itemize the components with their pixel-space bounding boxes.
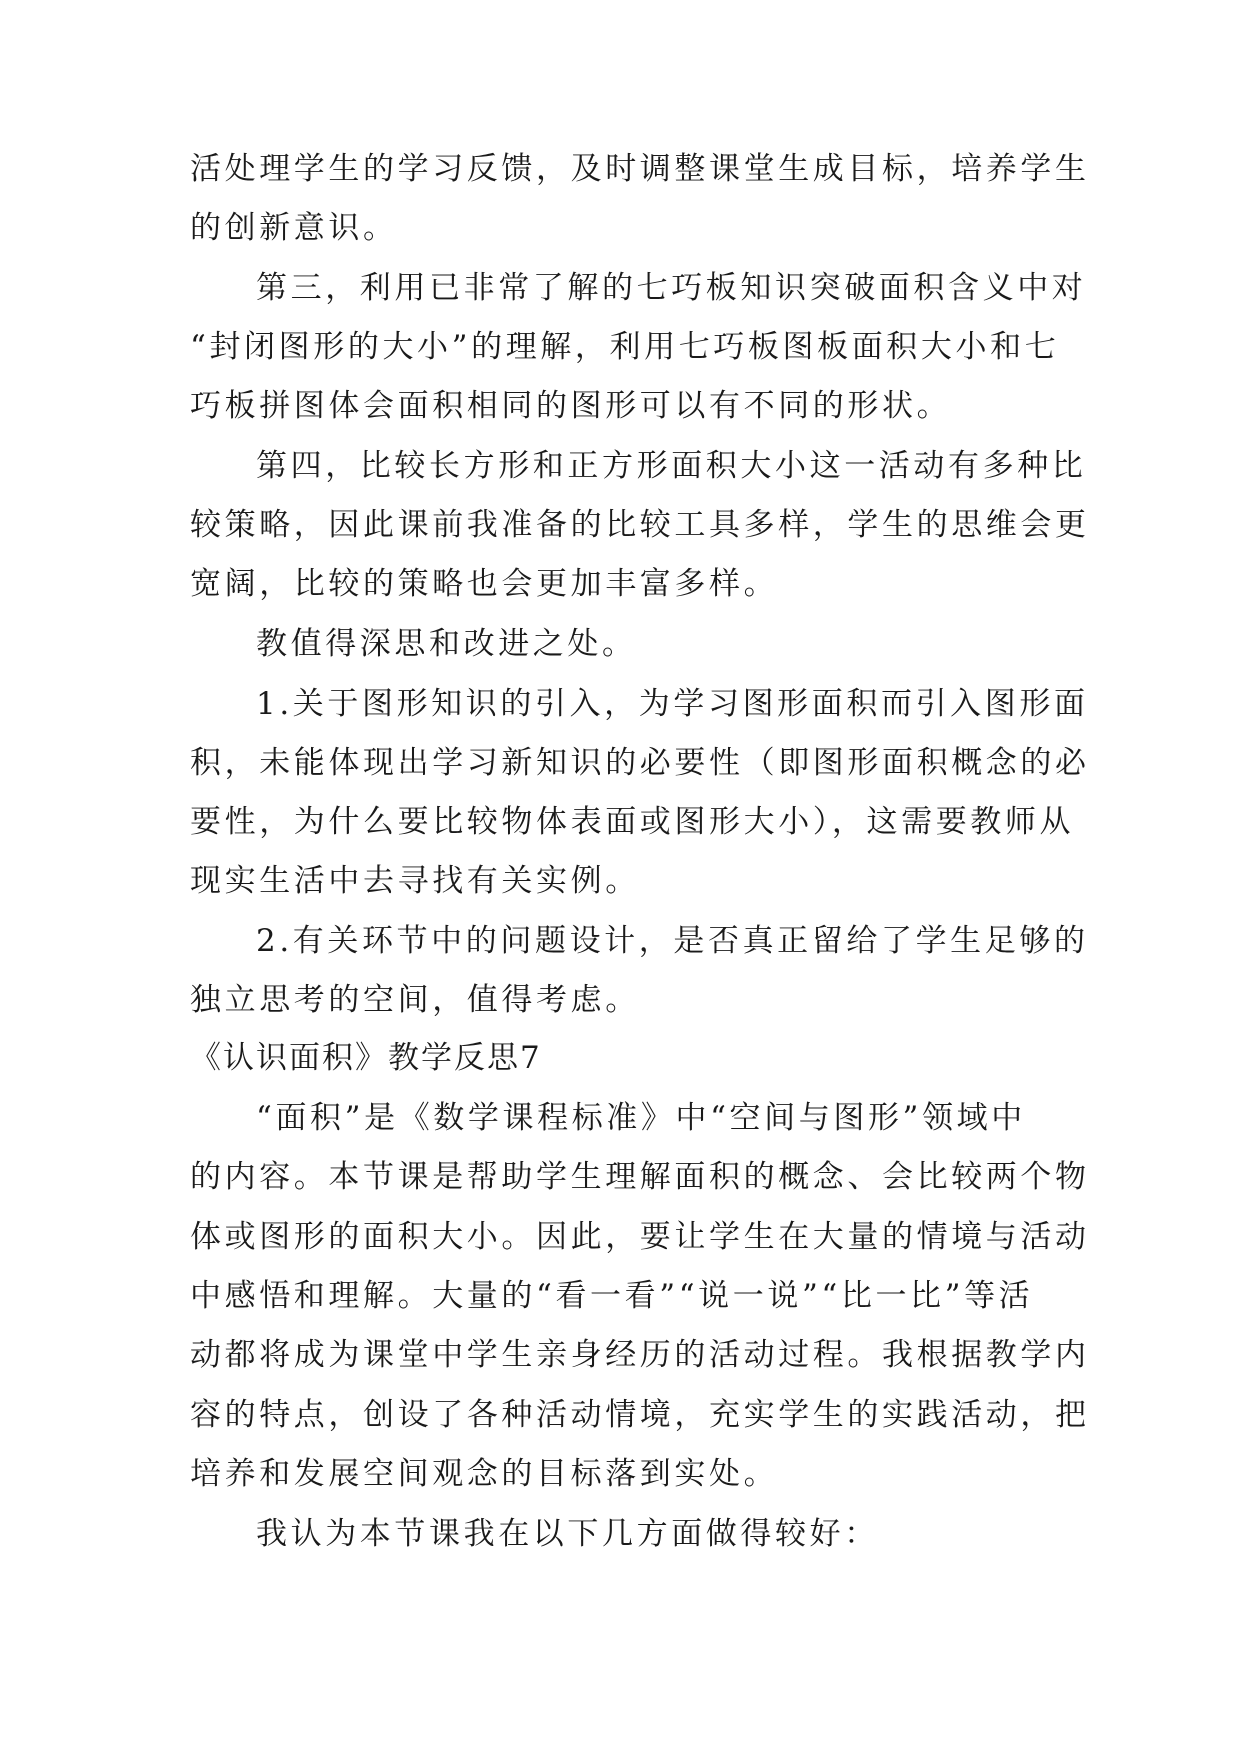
text-line: 体或图形的面积大小。因此，要让学生在大量的情境与活动 [190, 1219, 1090, 1255]
text-line: 要性，为什么要比较物体表面或图形大小），这需要教师从 [190, 804, 1075, 840]
text-line: 的内容。本节课是帮助学生理解面积的概念、会比较两个物 [190, 1159, 1090, 1195]
text-line: “面积”是《数学课程标准》中“空间与图形”领域中 [256, 1100, 1026, 1136]
text-line: 第三，利用已非常了解的七巧板知识突破面积含义中对 [256, 270, 1087, 306]
text-line: 活处理学生的学习反馈，及时调整课堂生成目标，培养学生 [190, 151, 1090, 187]
text-line: 较策略，因此课前我准备的比较工具多样，学生的思维会更 [190, 507, 1090, 543]
text-line: 2.有关环节中的问题设计，是否真正留给了学生足够的 [256, 923, 1089, 959]
text-line: 教值得深思和改进之处。 [256, 626, 637, 662]
text-line: “封闭图形的大小”的理解，利用七巧板图板面积大小和七 [190, 329, 1060, 365]
text-line: 第四，比较长方形和正方形面积大小这一活动有多种比 [256, 448, 1087, 484]
text-line: 的创新意识。 [190, 210, 398, 246]
text-line: 1.关于图形知识的引入，为学习图形面积而引入图形面 [256, 686, 1089, 722]
text-line: 我认为本节课我在以下几方面做得较好： [256, 1516, 879, 1552]
text-line: 现实生活中去寻找有关实例。 [190, 863, 640, 899]
text-line: 独立思考的空间，值得考虑。 [190, 982, 640, 1018]
text-line: 动都将成为课堂中学生亲身经历的活动过程。我根据教学内 [190, 1337, 1090, 1373]
section-heading: 《认识面积》教学反思7 [190, 1040, 542, 1076]
text-line: 容的特点，创设了各种活动情境，充实学生的实践活动，把 [190, 1397, 1090, 1433]
text-line: 培养和发展空间观念的目标落到实处。 [190, 1456, 779, 1492]
text-line: 中感悟和理解。大量的“看一看”“说一说”“比一比”等活 [190, 1278, 1034, 1314]
text-line: 积，未能体现出学习新知识的必要性（即图形面积概念的必 [190, 745, 1090, 781]
text-line: 宽阔，比较的策略也会更加丰富多样。 [190, 566, 779, 602]
text-line: 巧板拼图体会面积相同的图形可以有不同的形状。 [190, 388, 952, 424]
